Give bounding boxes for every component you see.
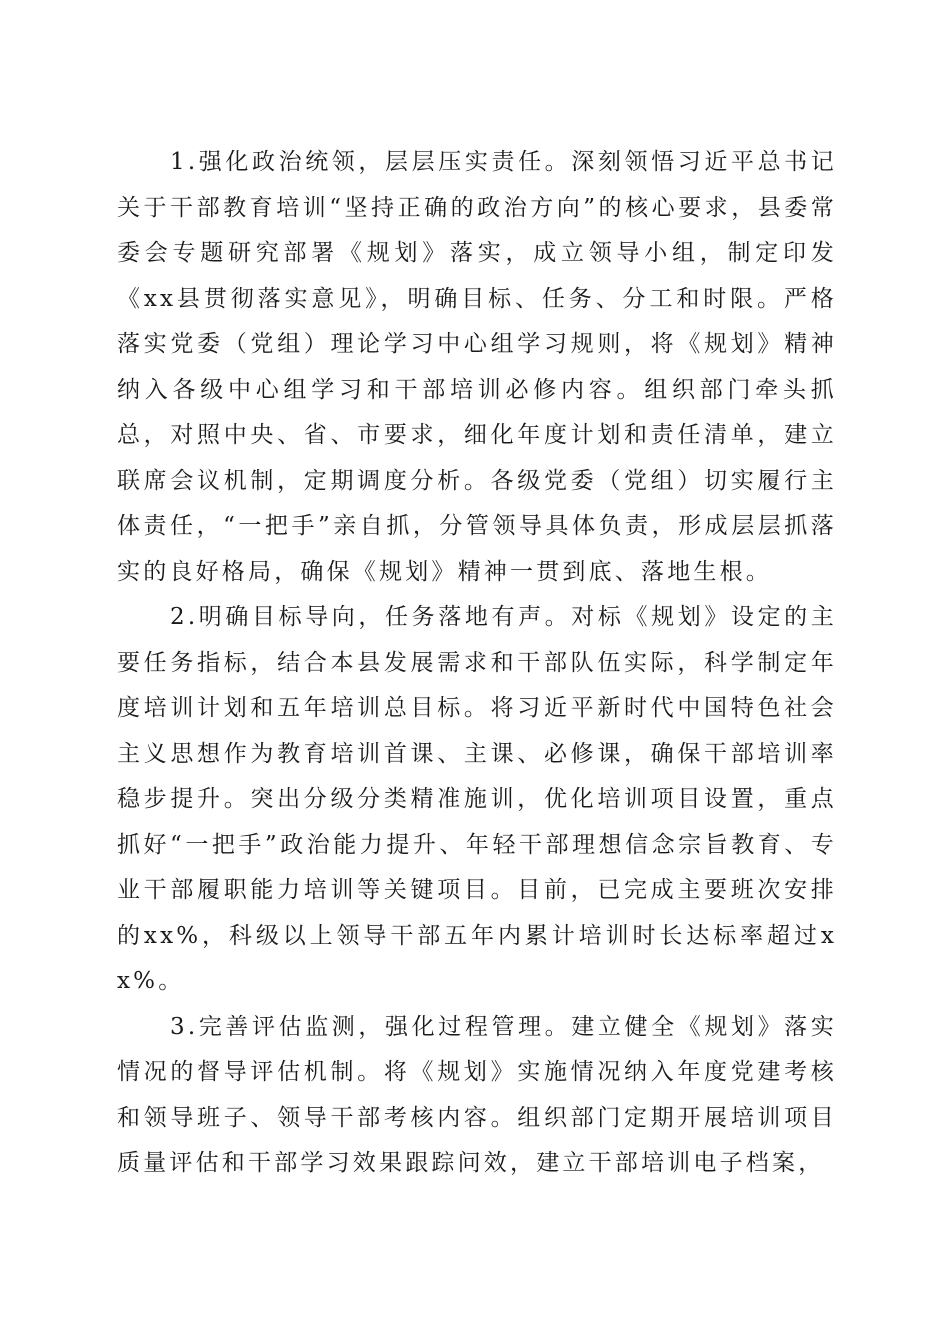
paragraph-1: 1.强化政治统领，层层压实责任。深刻领悟习近平总书记关于干部教育培训“坚持正确的政治方向”的核心要求，县委常委会专题研究部署《规划》落实，成立领导小组，制定印发《xx县贯彻落实意见》，明确目标、任务、分工和时限。严格落实党委（党组）理论学习中心组学习规则，将《规划》精神纳入各级中心组学习和干部培训必修内容。组织部门牵头抓总，对照中央、省、市要求，细化年度计划和责任清单，建立联席会议机制，定期调度分析。各级党委（党组）切实履行主体责任，“一把手”亲自抓，分管领导具体负责，形成层层抓落实的良好格局，确保《规划》精神一贯到底、落地生根。 xyxy=(117,149,837,585)
paragraph-2: 2.明确目标导向，任务落地有声。对标《规划》设定的主要任务指标，结合本县发展需求和干部队伍实际，科学制定年度培训计划和五年培训总目标。将习近平新时代中国特色社会主义思想作为教育培训首课、主课、必修课，确保干部培训率稳步提升。突出分级分类精准施训，优化培训项目设置，重点抓好“一把手”政治能力提升、年轻干部理想信念宗旨教育、专业干部履职能力培训等关键项目。目前，已完成主要班次安排的xx%，科级以上领导干部五年内累计培训时长达标率超过xx%。 xyxy=(117,604,837,994)
paragraph-3: 3.完善评估监测，强化过程管理。建立健全《规划》落实情况的督导评估机制。将《规划》实施情况纳入年度党建考核和领导班子、领导干部考核内容。组织部门定期开展培训项目质量评估和干部学习效果跟踪问效，建立干部培训电子档案， xyxy=(117,1013,837,1176)
document-body xyxy=(117,140,837,1187)
